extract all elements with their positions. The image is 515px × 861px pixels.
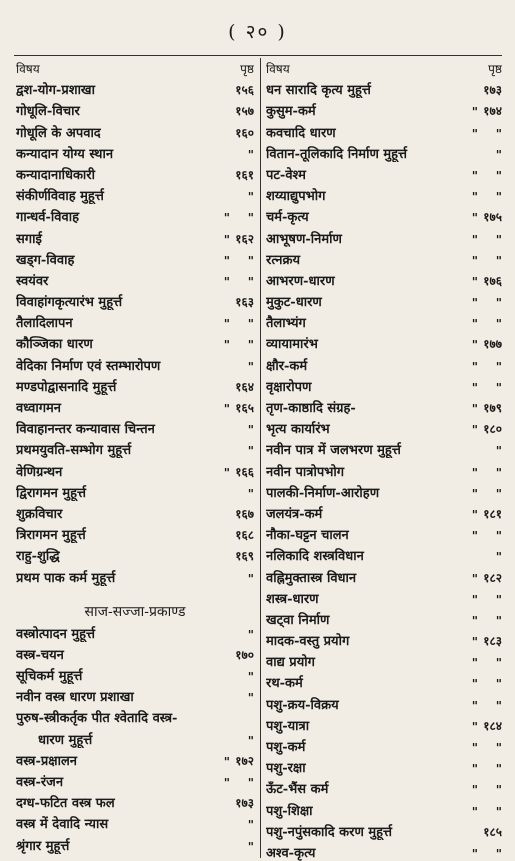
toc-entry (16, 437, 254, 458)
entry-title: मुकुट-धारण (266, 295, 322, 311)
entry-title: कन्यादान योग्य स्थान (16, 146, 114, 162)
toc-entry (16, 204, 254, 225)
entry-page: " (495, 529, 502, 544)
entry-title: श्रृंगार मुहूर्त्त (16, 838, 70, 854)
toc-entry (266, 352, 502, 373)
entry-page: " (247, 444, 254, 459)
entry-ditto: " (471, 635, 478, 650)
entry-title: कन्यादानाधिकारी (16, 167, 95, 183)
toc-entry (266, 755, 502, 776)
entry-ditto: " (471, 571, 478, 586)
toc-entry (266, 691, 502, 712)
entry-ditto: " (223, 754, 230, 769)
toc-entry (16, 621, 254, 642)
right-header (266, 58, 502, 77)
entry-page: " (247, 317, 254, 332)
entry-page: " (247, 733, 254, 748)
toc-entry (16, 748, 254, 769)
entry-ditto: " (223, 274, 230, 289)
entry-title: पुरुष-स्त्रीकर्तृक पीत श्वेतादि वस्त्र- (16, 711, 178, 727)
entry-page: " (247, 486, 254, 501)
entry-title: व्यायामारंभ (266, 337, 318, 353)
entry-page: " (247, 359, 254, 374)
left-header-page: पृष्ठ (240, 62, 254, 76)
entry-title: गोधूलि के अपवाद (16, 125, 101, 141)
entry-title: स्वयंवर (16, 273, 49, 289)
toc-entry (266, 437, 502, 458)
entry-title: दग्ध-फटित वस्त्र फल (16, 796, 115, 812)
toc-entry (266, 247, 502, 268)
toc-entry (16, 564, 254, 585)
entry-ditto: " (471, 380, 478, 395)
entry-page: १८२ (483, 570, 502, 585)
entry-title: संकीर्णविवाह मुहूर्त्त (16, 189, 104, 205)
toc-entry (266, 310, 502, 331)
toc-entry (266, 331, 502, 352)
entry-page: १६९ (235, 549, 254, 564)
entry-title: धन सारादि कृत्य मुहूर्त्त (266, 83, 371, 99)
toc-entry (16, 790, 254, 811)
entry-title: वध्वागमन (16, 401, 62, 416)
entry-ditto: " (471, 507, 478, 522)
entry-title: मादक-वस्तु प्रयोग (266, 634, 350, 650)
entry-title: वह्निमुक्तास्त्र विधान (266, 570, 357, 586)
entry-page: १८३ (483, 634, 502, 649)
entry-title: वृक्षारोपण (266, 379, 312, 395)
entry-page: " (247, 670, 254, 685)
toc-entry (266, 522, 502, 543)
entry-ditto: " (471, 529, 478, 544)
entry-page: १५६ (235, 83, 254, 98)
entry-title: खड्ग-विवाह (16, 252, 75, 268)
entry-title: शय्याद्युपभोग (266, 189, 326, 205)
toc-entry (266, 797, 502, 818)
toc-entry (16, 352, 254, 373)
entry-ditto: " (471, 317, 478, 332)
right-header-subject: विषय (266, 62, 290, 76)
entry-ditto: " (471, 465, 478, 480)
entry-page: " (495, 465, 502, 480)
toc-entry (16, 522, 254, 543)
toc-entry (16, 684, 254, 705)
entry-title: कौञ्जिका धारण (16, 337, 93, 353)
entry-title: पशु-शिक्षा (266, 803, 313, 819)
entry-ditto: " (471, 677, 478, 692)
entry-title: नवीन पात्रोपभोग (266, 464, 345, 480)
entry-page: १८१ (483, 506, 502, 521)
toc-entry (16, 501, 254, 522)
entry-page: " (495, 698, 502, 713)
toc-entry (16, 268, 254, 289)
toc-entry (16, 77, 254, 98)
entry-ditto: " (471, 296, 478, 311)
toc-entry (16, 811, 254, 832)
entry-page: १७७ (483, 337, 502, 352)
entry-page: " (495, 380, 502, 395)
entry-title: सूचिकर्म मुहूर्त्त (16, 669, 83, 685)
toc-entry (266, 374, 502, 395)
entry-ditto: " (471, 486, 478, 501)
entry-ditto: " (471, 762, 478, 777)
toc-entry (266, 776, 502, 797)
toc-entry (266, 670, 502, 691)
entry-title: प्रथम पाक कर्म मुहूर्त्त (16, 570, 116, 586)
toc-entry (266, 416, 502, 437)
entry-page: " (495, 190, 502, 205)
column-divider (260, 58, 261, 858)
entry-ditto: " (471, 592, 478, 607)
entry-title: गान्धर्व-विवाह (16, 210, 79, 226)
entry-title: जलयंत्र-कर्म (266, 506, 323, 522)
entry-title: पालकी-निर्माण-आरोहण (266, 485, 380, 501)
entry-title: पशु-कर्म (266, 740, 306, 755)
entry-title: खट्वा निर्माण (266, 612, 330, 628)
entry-ditto: " (223, 465, 230, 480)
toc-entry (16, 543, 254, 564)
entry-ditto: " (471, 190, 478, 205)
entry-page: " (247, 776, 254, 790)
entry-title: क्षौर-कर्म (266, 358, 308, 374)
toc-entry (266, 77, 502, 98)
toc-entry (266, 607, 502, 628)
entry-page: १६२ (235, 231, 254, 246)
entry-ditto: " (471, 253, 478, 268)
entry-title: आभूषण-निर्माण (266, 231, 342, 247)
entry-page: " (247, 147, 254, 162)
entry-ditto: " (223, 317, 230, 332)
entry-page: " (247, 627, 254, 642)
entry-page: " (495, 253, 502, 268)
entry-title: नौका-घट्टन चालन (266, 528, 349, 544)
entry-page: " (247, 423, 254, 438)
toc-entry (16, 162, 254, 183)
toc-entry (266, 543, 502, 564)
entry-ditto: " (471, 656, 478, 671)
entry-page: १७६ (483, 273, 502, 288)
entry-title: वस्त्र-चयन (16, 647, 64, 663)
toc-entry (16, 480, 254, 501)
entry-title: पशु-रक्षा (266, 761, 306, 777)
entry-page: " (495, 147, 502, 162)
entry-ditto: " (223, 776, 230, 790)
toc-entry (266, 268, 502, 289)
entry-ditto: " (471, 613, 478, 628)
entry-page: " (495, 592, 502, 607)
entry-title: सगाई (16, 231, 42, 247)
entry-ditto: " (471, 741, 478, 755)
toc-entry (16, 642, 254, 663)
entry-title: शुक्रविचार (16, 506, 63, 522)
toc-entry (266, 183, 502, 204)
toc-entry (266, 501, 502, 522)
toc-entry (266, 458, 502, 479)
entry-title: पशु-यात्रा (266, 718, 310, 734)
toc-entry (266, 141, 502, 162)
entry-ditto: " (223, 253, 230, 268)
entry-title: ऊँट-भैंस कर्म (266, 782, 329, 798)
entry-page: " (495, 677, 502, 692)
entry-ditto: " (223, 402, 230, 416)
entry-page: १६४ (235, 379, 254, 394)
toc-entry (266, 98, 502, 119)
entry-page: १७५ (483, 210, 502, 225)
toc-entry (16, 395, 254, 416)
toc-entry (16, 331, 254, 352)
entry-ditto: " (471, 105, 478, 120)
toc-entry (16, 374, 254, 395)
entry-title: पशु-क्रय-विक्रय (266, 697, 339, 713)
entry-title: तैलादिलापन (16, 316, 73, 332)
entry-page: " (495, 486, 502, 501)
entry-title: कवचादि धारण (266, 125, 336, 141)
toc-entry (266, 225, 502, 246)
entry-page: " (247, 211, 254, 226)
entry-page: १६६ (235, 464, 254, 479)
entry-title: द्वश-योग-प्रशाखा (16, 83, 95, 99)
entry-title: वाद्य प्रयोग (266, 655, 315, 671)
toc-entry (16, 726, 254, 747)
entry-title: धारण मुहूर्त्त (38, 732, 93, 748)
entry-title: तैलाभ्यंग (266, 316, 306, 332)
entry-page: १७० (235, 647, 254, 662)
toc-entry (266, 713, 502, 734)
toc-entry (16, 769, 254, 790)
section-heading (16, 596, 254, 621)
toc-entry (16, 663, 254, 684)
toc-entry (266, 840, 502, 861)
entry-page: " (495, 613, 502, 628)
entry-ditto: " (471, 804, 478, 819)
entry-ditto: " (471, 126, 478, 141)
page-number: ( २० ) (228, 21, 287, 43)
entry-title: रत्नक्रय (266, 252, 301, 268)
entry-page: " (247, 338, 254, 353)
entry-title: वेणिग्रन्थन (16, 464, 63, 480)
entry-title: तृण-काष्ठादि संग्रह- (266, 401, 356, 416)
entry-page: १६० (235, 125, 254, 140)
entry-ditto: " (471, 719, 478, 734)
entry-page: " (495, 317, 502, 332)
entry-page: " (247, 190, 254, 205)
toc-entry (16, 183, 254, 204)
entry-page: " (495, 804, 502, 819)
entry-title: भृत्य कार्यारंभ (266, 422, 330, 438)
entry-ditto: " (471, 402, 478, 416)
toc-entry (266, 734, 502, 755)
entry-page: " (495, 741, 502, 755)
toc-entry (16, 705, 254, 726)
entry-title: गोधूलि-विचार (16, 104, 80, 120)
entry-ditto: " (471, 846, 478, 861)
entry-ditto: " (223, 338, 230, 353)
entry-page: १८४ (483, 718, 502, 733)
toc-entry (266, 564, 502, 585)
entry-page: " (495, 444, 502, 459)
toc-entry (266, 162, 502, 183)
toc-entry (266, 586, 502, 607)
entry-page: " (495, 762, 502, 777)
right-column (266, 58, 502, 861)
entry-page: " (495, 359, 502, 374)
entry-title: रथ-कर्म (266, 676, 303, 692)
toc-entry (16, 98, 254, 119)
entry-page: १६१ (235, 167, 254, 182)
toc-entry (16, 141, 254, 162)
entry-title: शस्त्र-धारण (266, 591, 319, 607)
entry-title: अश्व-कृत्य (266, 845, 316, 861)
entry-title: चर्म-कृत्य (266, 210, 309, 226)
toc-entry (16, 832, 254, 853)
entry-page: " (495, 232, 502, 247)
entry-ditto: " (223, 232, 230, 247)
entry-page: " (495, 656, 502, 671)
entry-page: १७३ (483, 83, 502, 98)
entry-ditto: " (471, 211, 478, 226)
entry-page: " (495, 126, 502, 141)
entry-title: वस्त्र-रंजन (16, 775, 64, 790)
entry-title: नलिकादि शस्त्रविधान (266, 549, 364, 565)
entry-title: विवाहानन्तर कन्यावास चिन्तन (16, 422, 155, 438)
entry-page: " (247, 274, 254, 289)
top-rule (14, 55, 502, 56)
entry-ditto: " (471, 338, 478, 353)
entry-title: वितान-तूलिकादि निर्माण मुहूर्त्त (266, 146, 408, 162)
entry-page: १८५ (483, 824, 502, 839)
entry-ditto: " (471, 232, 478, 247)
left-column (16, 58, 254, 854)
entry-page: " (495, 846, 502, 861)
toc-entry (16, 416, 254, 437)
left-header (16, 58, 254, 77)
toc-entry (266, 628, 502, 649)
entry-page: " (495, 296, 502, 311)
toc-entry (16, 458, 254, 479)
toc-entry (266, 480, 502, 501)
entry-page: " (495, 783, 502, 798)
entry-page: " (247, 839, 254, 854)
entry-ditto: " (471, 423, 478, 438)
entry-title: त्रिरागमन मुहूर्त्त (16, 528, 86, 544)
entry-page: १६८ (235, 528, 254, 543)
toc-entry (266, 119, 502, 140)
entry-ditto: " (471, 168, 478, 183)
entry-page: १५७ (235, 104, 254, 119)
entry-page: १६७ (235, 506, 254, 521)
entry-page: " (247, 571, 254, 586)
section-gap (16, 586, 254, 596)
toc-entry (266, 819, 502, 840)
toc-entry (266, 395, 502, 416)
entry-title: वस्त्रोत्पादन मुहूर्त्त (16, 626, 96, 642)
entry-page: १६३ (235, 295, 254, 310)
right-header-page: पृष्ठ (488, 62, 502, 76)
entry-page: १७४ (483, 104, 502, 119)
entry-page: १६५ (235, 401, 254, 415)
toc-entry (16, 310, 254, 331)
toc-entry (266, 649, 502, 670)
section-title: साज-सज्जा-प्रकाण्ड (84, 603, 186, 620)
entry-title: मण्डपोद्वासनादि मुहूर्त्त (16, 379, 117, 395)
toc-entry (266, 289, 502, 310)
entry-page: १८० (483, 422, 502, 437)
entry-ditto: " (223, 211, 230, 226)
toc-entry (266, 204, 502, 225)
entry-title: द्विरागमन मुहूर्त्त (16, 485, 87, 501)
toc-entry (16, 119, 254, 140)
entry-page: " (247, 691, 254, 706)
entry-title: पट-वेश्म (266, 167, 306, 183)
entry-ditto: " (471, 274, 478, 289)
entry-title: पशु-नपुंसकादि करण मुहूर्त्त (266, 824, 393, 840)
entry-page: " (495, 168, 502, 183)
toc-entry (16, 225, 254, 246)
entry-page: १७३ (235, 796, 254, 811)
entry-title: नवीन वस्त्र धारण प्रशाखा (16, 690, 134, 706)
entry-title: वेदिका निर्माण एवं स्तम्भारोपण (16, 358, 161, 374)
entry-page: १७९ (483, 401, 502, 415)
left-header-subject: विषय (16, 62, 40, 76)
entry-title: वस्त्र में देवादि न्यास (16, 817, 109, 833)
entry-title: वस्त्र-प्रक्षालन (16, 753, 77, 769)
entry-ditto: " (471, 698, 478, 713)
entry-title: राहु-शुद्धि (16, 549, 60, 565)
toc-entry (16, 247, 254, 268)
entry-title: प्रथमयुवति-सम्भोग मुहूर्त्त (16, 443, 132, 459)
entry-ditto: " (471, 783, 478, 798)
entry-page: " (247, 253, 254, 268)
entry-page: १७२ (235, 753, 254, 768)
toc-entry (16, 289, 254, 310)
entry-page: " (495, 550, 502, 565)
entry-title: आभरण-धारण (266, 273, 335, 289)
entry-title: कुसुम-कर्म (266, 104, 316, 120)
entry-title: नवीन पात्र में जलभरण मुहूर्त्त (266, 443, 401, 459)
entry-page: " (247, 818, 254, 833)
entry-title: विवाहांगकृत्यारंभ मुहूर्त्त (16, 295, 123, 311)
entry-ditto: " (471, 359, 478, 374)
